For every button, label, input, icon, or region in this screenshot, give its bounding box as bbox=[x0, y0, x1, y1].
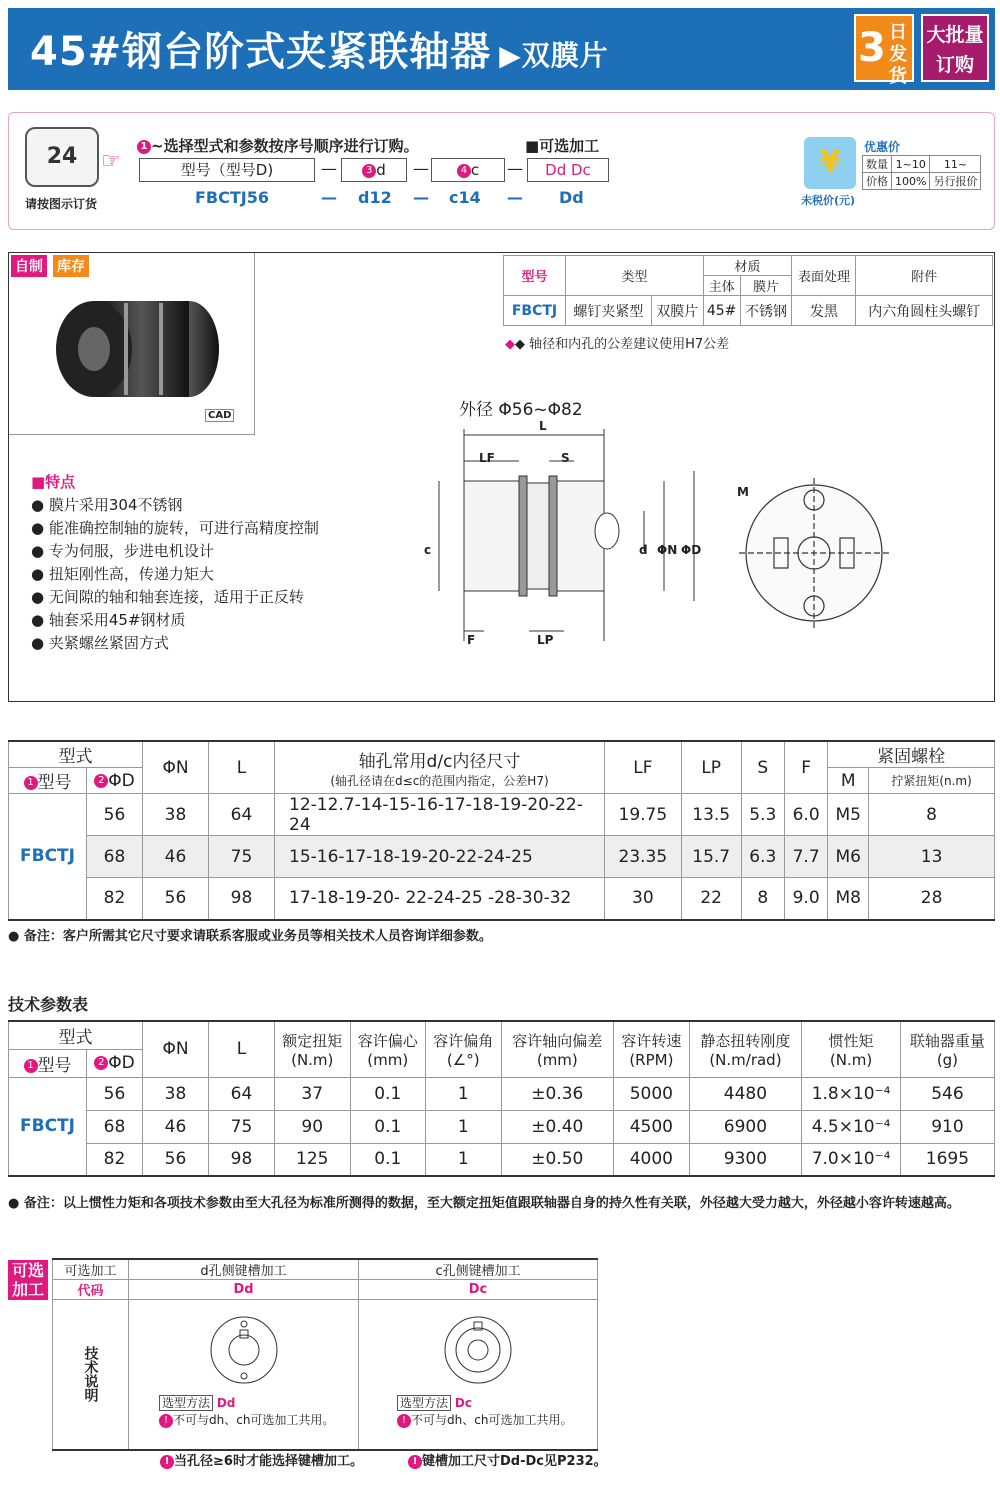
dim-header-type: 型式 bbox=[9, 741, 143, 768]
yen-icon: ¥ bbox=[804, 137, 856, 189]
options-col1-code: Dd bbox=[129, 1280, 359, 1300]
dim-header-M: M bbox=[828, 768, 869, 794]
options-foot-1: ! 当孔径≥6时才能选择键槽加工。 bbox=[160, 1450, 363, 1469]
dim-header-model: 型号 bbox=[37, 773, 72, 793]
spec-header-body: 主体 bbox=[703, 276, 740, 296]
table-cell: 56 bbox=[143, 1143, 209, 1176]
table-cell: 38 bbox=[143, 794, 209, 836]
table-cell: 13 bbox=[869, 836, 995, 878]
table-cell: 910 bbox=[900, 1110, 994, 1143]
spec-header-model: 型号 bbox=[521, 270, 548, 285]
dim-phiD: ΦD bbox=[681, 543, 702, 557]
coupling-front-diagram bbox=[739, 478, 889, 628]
table-cell: 4500 bbox=[614, 1110, 690, 1143]
d-note: 不可与dh、ch可选加工共用。 bbox=[173, 1413, 335, 1427]
dim-d: d bbox=[639, 543, 648, 557]
tech-title: 技术参数表 bbox=[8, 995, 89, 1014]
product-section bbox=[8, 252, 995, 702]
table-cell: 75 bbox=[209, 836, 275, 878]
tech-header: 额定扭矩 (N.m) bbox=[275, 1021, 351, 1077]
product-photo bbox=[9, 253, 255, 435]
spec-model: FBCTJ bbox=[504, 296, 566, 326]
order-instruction: 1 ~选择型式和参数按序号顺序进行订购。 bbox=[137, 135, 419, 156]
feature-item: ● 夹紧螺丝紧固方式 bbox=[31, 634, 169, 652]
table-cell: 5000 bbox=[614, 1077, 690, 1110]
table-cell: 68 bbox=[87, 836, 143, 878]
options-col2-title: c孔侧键槽加工 bbox=[359, 1259, 598, 1280]
price-note: 未税价(元) bbox=[801, 194, 856, 207]
qty-label: 数量 bbox=[863, 156, 892, 173]
table-cell: 125 bbox=[275, 1143, 351, 1176]
page-title: 45#钢台阶式夹紧联轴器 ▶双膜片 bbox=[30, 29, 609, 75]
options-header: 可选加工 bbox=[53, 1259, 129, 1280]
spec-table bbox=[503, 255, 993, 326]
spec-surface: 发黑 bbox=[792, 296, 856, 326]
tech-model: FBCTJ bbox=[9, 1077, 87, 1176]
c-note: 不可与dh、ch可选加工共用。 bbox=[411, 1413, 573, 1427]
options-table: 可选加工 d孔侧键槽加工 c孔侧键槽加工 代码 Dd Dc 技术说明 选型方法 Dd ! 不可与dh、ch可选加工共用。 选型方法 Dc ! 不可与dh、ch可选加工共用。 bbox=[52, 1258, 598, 1451]
dim-header-LF: LF bbox=[605, 741, 682, 794]
code-model: FBCTJ56 bbox=[195, 188, 269, 207]
price-label: 价格 bbox=[863, 173, 892, 190]
tag-stock: 库存 bbox=[53, 255, 89, 277]
d-select-code: Dd bbox=[216, 1396, 236, 1410]
feature-item: ● 膜片采用304不锈钢 bbox=[31, 496, 183, 514]
order-section bbox=[8, 112, 995, 230]
table-cell: 1.8×10⁻⁴ bbox=[802, 1077, 901, 1110]
table-cell: 7.7 bbox=[784, 836, 827, 878]
table-cell: 8 bbox=[869, 794, 995, 836]
price-1: 100% bbox=[892, 173, 930, 190]
table-cell: 1 bbox=[426, 1077, 502, 1110]
table-cell: 4000 bbox=[614, 1143, 690, 1176]
diagram-title: 外径 Φ56~Φ82 bbox=[459, 400, 583, 420]
dim-header-LP: LP bbox=[681, 741, 741, 794]
table-cell: 38 bbox=[143, 1077, 209, 1110]
table-cell: 6900 bbox=[689, 1110, 802, 1143]
table-cell: M8 bbox=[828, 878, 869, 920]
table-cell: 23.35 bbox=[605, 836, 682, 878]
tag-self-made: 自制 bbox=[11, 255, 47, 277]
table-cell: 17-18-19-20- 22-24-25 -28-30-32 bbox=[275, 878, 605, 920]
tech-header: 容许转速 (RPM) bbox=[614, 1021, 690, 1077]
feature-item: ● 扭矩刚性高，传递力矩大 bbox=[31, 565, 214, 583]
table-cell: ±0.50 bbox=[501, 1143, 614, 1176]
table-cell: 8 bbox=[741, 878, 784, 920]
spec-header-type: 类型 bbox=[566, 256, 704, 296]
spec-header-accessory: 附件 bbox=[856, 256, 993, 296]
table-cell: M5 bbox=[828, 794, 869, 836]
table-cell: 5.3 bbox=[741, 794, 784, 836]
d-keyway-diagram bbox=[204, 1310, 284, 1390]
feature-item: ● 无间隙的轴和轴套连接，适用于正反转 bbox=[31, 588, 304, 606]
dim-model: FBCTJ bbox=[9, 794, 87, 920]
dimension-table: 型式 ΦN L 轴孔常用d/c内径尺寸 (轴孔径请在d≤c的范围内指定，公差H7) LF LP S F 紧固螺栓 1 型号 2 ΦD M 拧紧扭矩(n.m) FBCTJ 56 38 64 12-12.7-14-15-16-17-18-19-20-22-24 19.75 13.5 5.3 6.0 M5 8 68 46 75 15-16-17-18-19-20-22-24-25 23.35 15.7 6.3 7.7 M6 13 82 56 98 17-18-19-20- 22-24-25 -28-30-32 30 22 8 9.0 M8 28 bbox=[8, 740, 995, 921]
dim-header-bore-sub: (轴孔径请在d≤c的范围内指定，公差H7) bbox=[330, 773, 549, 788]
dim-header-F: F bbox=[784, 741, 827, 794]
tech-note: ● 备注：以上惯性力矩和各项技术参数由至大孔径为标准所测得的数据，至大额定扭矩值跟联轴器自身的持久性有关联，外径越大受力越大，外径越小容许转速越高。 bbox=[8, 1196, 960, 1211]
table-cell: 0.1 bbox=[350, 1077, 426, 1110]
table-cell: 19.75 bbox=[605, 794, 682, 836]
table-cell: 0.1 bbox=[350, 1143, 426, 1176]
options-col2-code: Dc bbox=[359, 1280, 598, 1300]
features-list bbox=[31, 471, 319, 655]
table-cell: 98 bbox=[209, 878, 275, 920]
table-cell: 1 bbox=[426, 1143, 502, 1176]
tech-header: 联轴器重量 (g) bbox=[900, 1021, 994, 1077]
dash: — bbox=[321, 188, 337, 207]
options-col1-title: d孔侧键槽加工 bbox=[129, 1259, 359, 1280]
tech-header-model: 型号 bbox=[37, 1055, 72, 1076]
table-cell: 37 bbox=[275, 1077, 351, 1110]
model-box: 型号（型号D) bbox=[139, 158, 315, 182]
options-tag: 可选加工 bbox=[8, 1260, 48, 1300]
table-cell: 4.5×10⁻⁴ bbox=[802, 1110, 901, 1143]
table-cell: 1695 bbox=[900, 1143, 994, 1176]
table-cell: 98 bbox=[209, 1143, 275, 1176]
dim-header-bore: 轴孔常用d/c内径尺寸 bbox=[358, 751, 521, 772]
table-cell: 64 bbox=[209, 1077, 275, 1110]
options-side-label: 技术说明 bbox=[53, 1300, 129, 1450]
feature-item: ● 专为伺服，步进电机设计 bbox=[31, 542, 214, 560]
code-c: c14 bbox=[449, 188, 481, 207]
table-cell: 9300 bbox=[689, 1143, 802, 1176]
table-cell: M6 bbox=[828, 836, 869, 878]
dim-c: c bbox=[424, 543, 432, 557]
table-cell: 56 bbox=[87, 794, 143, 836]
price-table bbox=[862, 155, 981, 190]
c-keyway-diagram bbox=[438, 1310, 518, 1390]
phone-24-icon: 24 bbox=[25, 127, 99, 187]
tolerance-note: ◆◆ 轴径和内孔的公差建议使用H7公差 bbox=[505, 337, 730, 352]
dash: — bbox=[321, 159, 337, 178]
table-cell: 546 bbox=[900, 1077, 994, 1110]
spec-body: 45# bbox=[703, 296, 740, 326]
table-cell: 22 bbox=[681, 878, 741, 920]
price-title: 优惠价 bbox=[864, 140, 901, 154]
dim-note: ● 备注：客户所需其它尺寸要求请联系客服或业务员等相关技术人员咨询详细参数。 bbox=[8, 929, 492, 944]
table-cell: 56 bbox=[87, 1077, 143, 1110]
table-cell: 30 bbox=[605, 878, 682, 920]
price-2: 另行报价 bbox=[930, 173, 981, 190]
code-d: d12 bbox=[358, 188, 392, 207]
tech-table: 型式 ΦN L 额定扭矩 (N.m) 容许偏心 (mm) 容许偏角 (∠°) 容许轴向偏差 (mm) 容许转速 (RPM) 静态扭转刚度 (N.m/rad) 惯性矩 (N.m) 联轴器重量 (g) 1 型号 2 ΦD FBCTJ 56 38 64 37 0.1 1 ±0.36 5000 4480 1.8×10⁻⁴ 546 68 46 75 90 0.1 1 ±0.40 4500 6900 4.5×10⁻⁴ 910 82 56 98 125 0.1 1 ±0.50 4000 9300 7.0×10⁻⁴ 1695 bbox=[8, 1020, 995, 1177]
table-cell: 4480 bbox=[689, 1077, 802, 1110]
c-select-label: 选型方法 bbox=[397, 1395, 451, 1411]
features-title: ■特点 bbox=[31, 473, 76, 491]
cad-icon[interactable]: CAD bbox=[205, 409, 234, 422]
table-cell: 56 bbox=[143, 878, 209, 920]
dim-LP: LP bbox=[537, 633, 554, 647]
dim-M: M bbox=[737, 485, 749, 499]
dim-L: L bbox=[539, 419, 547, 433]
code-optional: Dd bbox=[559, 188, 584, 207]
dim-header-phiD: ΦD bbox=[108, 770, 135, 791]
qty-1: 1~10 bbox=[892, 156, 930, 173]
c-select-code: Dc bbox=[454, 1396, 472, 1410]
spec-header-film: 膜片 bbox=[740, 276, 792, 296]
dim-header-L: L bbox=[209, 741, 275, 794]
table-cell: 13.5 bbox=[681, 794, 741, 836]
c-box: 4 c bbox=[431, 158, 505, 182]
optional-title: ■可选加工 bbox=[525, 137, 600, 155]
dim-F: F bbox=[467, 633, 476, 647]
tech-header: 容许偏角 (∠°) bbox=[426, 1021, 502, 1077]
tech-header-phiD: ΦD bbox=[108, 1053, 135, 1073]
dim-S: S bbox=[561, 451, 570, 465]
table-cell: 0.1 bbox=[350, 1110, 426, 1143]
table-cell: 28 bbox=[869, 878, 995, 920]
d-select-label: 选型方法 bbox=[159, 1395, 213, 1411]
tech-header-phiN: ΦN bbox=[143, 1021, 209, 1077]
page-subtitle: ▶双膜片 bbox=[499, 39, 609, 72]
spec-accessory: 内六角圆柱头螺钉 bbox=[856, 296, 993, 326]
phone-caption: 请按图示订货 bbox=[25, 197, 98, 211]
tech-header-L: L bbox=[209, 1021, 275, 1077]
table-cell: 1 bbox=[426, 1110, 502, 1143]
tech-header: 静态扭转刚度 (N.m/rad) bbox=[689, 1021, 802, 1077]
dim-header-bolt: 紧固螺栓 bbox=[828, 741, 995, 768]
dash: — bbox=[507, 159, 523, 178]
tech-header: 惯性矩 (N.m) bbox=[802, 1021, 901, 1077]
table-cell: 15-16-17-18-19-20-22-24-25 bbox=[275, 836, 605, 878]
table-cell: 12-12.7-14-15-16-17-18-19-20-22-24 bbox=[275, 794, 605, 836]
feature-item: ● 轴套采用45#钢材质 bbox=[31, 611, 186, 629]
options-code-header: 代码 bbox=[53, 1280, 129, 1300]
spec-film: 不锈钢 bbox=[740, 296, 792, 326]
dash: — bbox=[413, 159, 429, 178]
bulk-order-badge: 大批量订购 bbox=[921, 14, 989, 82]
table-cell: 90 bbox=[275, 1110, 351, 1143]
table-cell: 75 bbox=[209, 1110, 275, 1143]
tech-header: 容许轴向偏差 (mm) bbox=[501, 1021, 614, 1077]
shipping-badge: 3 日发货 bbox=[854, 14, 914, 82]
coupling-photo-image bbox=[39, 281, 229, 421]
spec-film-type: 双膜片 bbox=[651, 296, 703, 326]
dim-phiN: ΦN bbox=[657, 543, 678, 557]
table-cell: 68 bbox=[87, 1110, 143, 1143]
coupling-side-diagram bbox=[409, 421, 709, 651]
dim-header-S: S bbox=[741, 741, 784, 794]
tech-header-type: 型式 bbox=[9, 1021, 143, 1049]
spec-clamp: 螺钉夹紧型 bbox=[566, 296, 652, 326]
dash: — bbox=[413, 188, 429, 207]
table-cell: 82 bbox=[87, 1143, 143, 1176]
table-cell: 82 bbox=[87, 878, 143, 920]
table-cell: 6.3 bbox=[741, 836, 784, 878]
table-cell: 46 bbox=[143, 1110, 209, 1143]
dim-header-torque: 拧紧扭矩(n.m) bbox=[869, 768, 995, 794]
feature-item: ● 能准确控制轴的旋转，可进行高精度控制 bbox=[31, 519, 319, 537]
d-box: 3 d bbox=[341, 158, 407, 182]
page-header bbox=[8, 8, 995, 90]
spec-header-material: 材质 bbox=[703, 256, 792, 276]
qty-2: 11~ bbox=[930, 156, 981, 173]
tech-header: 容许偏心 (mm) bbox=[350, 1021, 426, 1077]
table-cell: 9.0 bbox=[784, 878, 827, 920]
pointing-hand-icon: ☞ bbox=[101, 149, 121, 174]
dash: — bbox=[507, 188, 523, 207]
optional-box: Dd Dc bbox=[527, 158, 609, 182]
dim-LF: LF bbox=[479, 451, 495, 465]
dim-header-phiN: ΦN bbox=[143, 741, 209, 794]
table-cell: ±0.36 bbox=[501, 1077, 614, 1110]
table-cell: 15.7 bbox=[681, 836, 741, 878]
options-foot-2: ! 键槽加工尺寸Dd-Dc见P232。 bbox=[408, 1450, 607, 1469]
table-cell: 64 bbox=[209, 794, 275, 836]
table-cell: 46 bbox=[143, 836, 209, 878]
table-cell: 6.0 bbox=[784, 794, 827, 836]
table-cell: ±0.40 bbox=[501, 1110, 614, 1143]
table-cell: 7.0×10⁻⁴ bbox=[802, 1143, 901, 1176]
spec-header-surface: 表面处理 bbox=[792, 256, 856, 296]
